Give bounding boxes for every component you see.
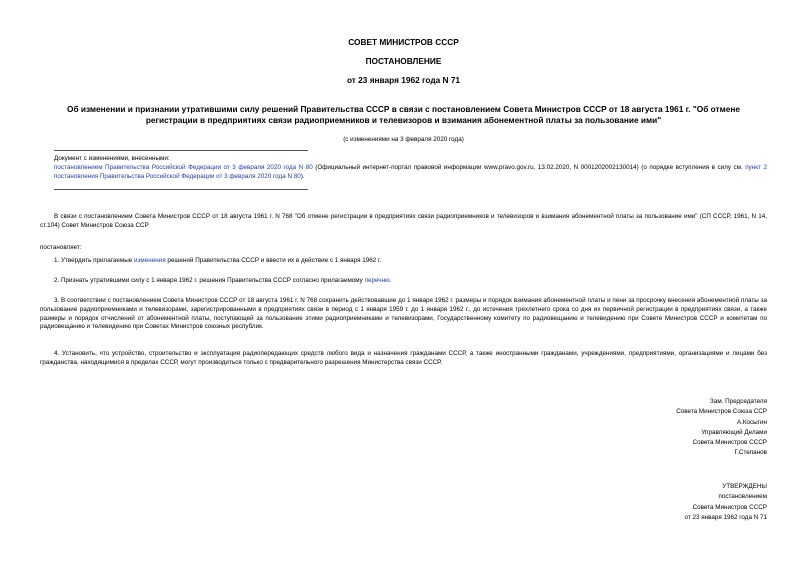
subject-line-2: регистрации в предприятиях связи радиоприемников и телевизоров и взимания абонементной платы за пользование ими" (145, 115, 662, 125)
subject-line-1: Об изменении и признании утратившими силу решений Правительства СССР в связи с постановлением Совета Министров СССР от 18 августа 1961 г. "Об отмене (67, 104, 740, 114)
approval-line: УТВЕРЖДЕНЫ (722, 483, 767, 490)
divider-bottom (54, 189, 308, 190)
document-date-number: от 23 января 1962 года N 71 (346, 75, 461, 85)
issuing-authority: СОВЕТ МИНИСТРОВ СССР (348, 37, 459, 47)
item-3: 3. В соответствии с постановлением Совета Министров СССР от 18 августа 1961 г. N 768 сохранить действовавшие до 1 января 1962 г. размеры и порядок взимания абонементной платы и пени за просрочку внесения абонементной платы за пользование радиоприемниками и телевизорами, зарегистрированными в предприятиях связи в период с 1 января 1959 г. до 1 января 1962 г., до истечения трехлетнего срока со дня их первичной регистрации в предприятиях связи, а также размеры и порядок отчислений от абонементной платы, поступающей за пользование этими радиоприемниками и телевизорами, Государственному комитету по радиовещанию и телевидению при Совете Министров СССР и комитетам по радиовещанию и телевидению при Советах Министров союзных республик. (40, 297, 767, 331)
signature-line: Совета Министров Союза ССР (676, 408, 767, 416)
changes-intro: Документ с изменениями, внесенными: (54, 155, 170, 162)
approval-line: от 23 января 1962 года N 71 (684, 513, 767, 521)
revision-note: (с изменениями на 3 февраля 2020 года) (343, 136, 464, 143)
item-4: 4. Установить, что устройство, строительство и эксплуатация радиопередающих средств любого вида и назначения гражданами СССР, а также иностранными гражданами, учреждениями, предприятиями, организациями и лицами без гражданства, находящимися в пределах СССР, могут производиться только с предварительного разрешения Министерства связи СССР. (40, 350, 767, 366)
approval-line: Совета Министров СССР (692, 503, 767, 511)
amending-resolution-link[interactable]: постановлением Правительства Российской Федерации от 3 февраля 2020 года N 80 (54, 163, 313, 171)
item-1: 1. Утвердить прилагаемые изменения решений Правительства СССР и ввести их в действие с 1 января 1962 г. (54, 257, 382, 264)
approval-line: постановлением (718, 493, 767, 501)
approval-block (567, 482, 767, 523)
signature-line: Зам. Председателя (710, 398, 767, 405)
divider-top (54, 150, 308, 151)
signature-line: Управляющий Делами (701, 428, 767, 436)
amendments-link[interactable]: изменения (134, 257, 166, 264)
changes-block (54, 155, 767, 181)
signature-line: Г.Степанов (734, 449, 767, 457)
changes-detail: постановлением Правительства Российской Федерации от 3 февраля 2020 года N 80 (Официальный интернет-портал правовой информации www.pravo.gov.ru, 13.02.2020, N 0001202002130014) (о порядке вступления в силу см. пункт 2 постановления Правительства Российской Федерации от 3 февраля 2020 года N 80). (54, 163, 768, 180)
document-type: ПОСТАНОВЛЕНИЕ (365, 56, 442, 66)
preamble-paragraph: В связи с постановлением Совета Министров СССР от 18 августа 1961 г. N 768 "Об отмене регистрации в предприятиях связи радиоприемников и телевизоров и взимания абонементной платы за пользование ими" (СП СССР, 1961, N 14, ст.104) Совет Министров Союза ССР (40, 213, 767, 229)
signature-line: Совета Министров СССР (692, 439, 767, 447)
item-2: 2. Признать утратившими силу с 1 января 1962 г. решения Правительства СССР согласно прилагаемому перечню. (54, 277, 392, 284)
decrees-label: постановляет: (40, 244, 82, 251)
document-subject (40, 104, 767, 126)
effective-date-link[interactable]: пункт 2 постановления Правительства Российской Федерации от 3 февраля 2020 года N 80 (54, 163, 768, 180)
repealed-list-link[interactable]: перечню (364, 277, 390, 284)
signature-block (567, 397, 767, 459)
signature-line: А.Косыгин (736, 418, 767, 426)
